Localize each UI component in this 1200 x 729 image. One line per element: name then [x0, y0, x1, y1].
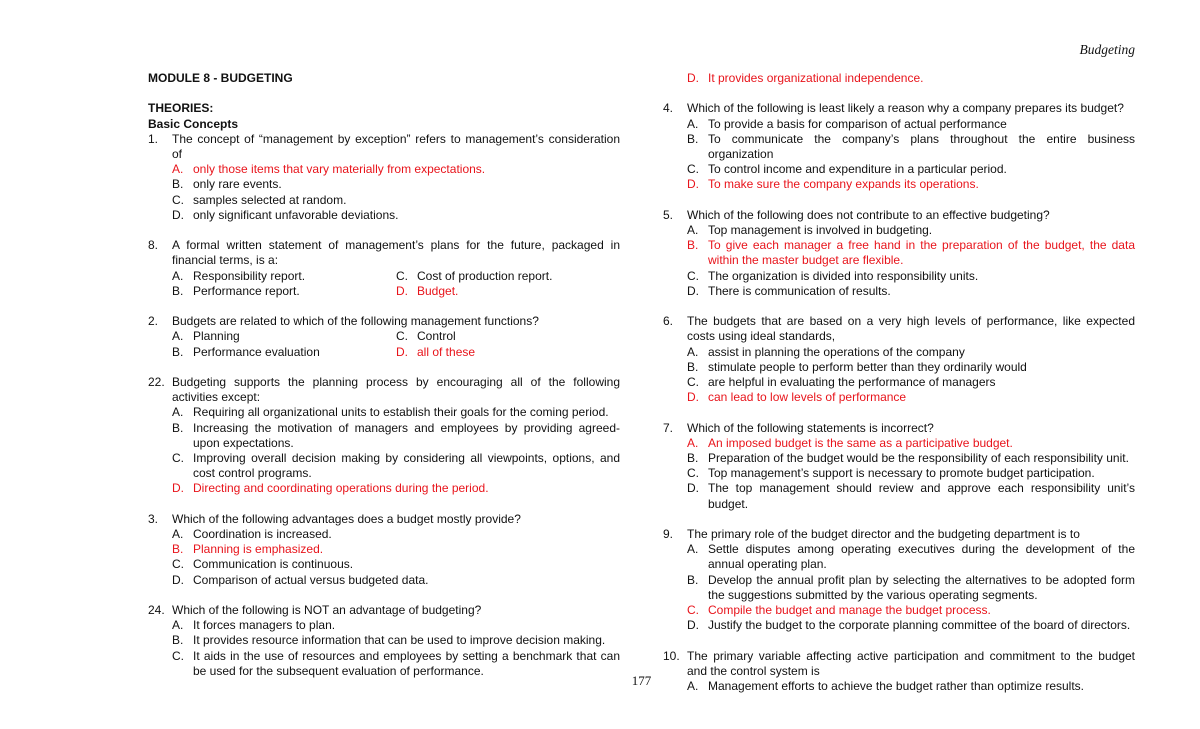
- answer-option-correct: A. An imposed budget is the same as a participative budget.: [687, 435, 1013, 450]
- question-number: 6.: [663, 314, 674, 329]
- answer-option: C. Improving overall decision making by considering all viewpoints, options, and cost control programs.: [172, 451, 620, 481]
- answer-option: C. It aids in the use of resources and employees by setting a benchmark that can be used for the subsequent evaluation of performance.: [172, 648, 620, 678]
- answer-option: B. To communicate the company’s plans throughout the entire business organization: [687, 131, 1135, 161]
- question-9: [663, 527, 1135, 542]
- answer-option-correct: D. Directing and coordinating operations during the period.: [172, 481, 489, 496]
- answer-options-row: [148, 345, 620, 360]
- question-text: Which of the following is least likely a reason why a company prepares its budget?: [687, 101, 1124, 116]
- question-text: Which of the following advantages does a budget mostly provide?: [172, 511, 521, 526]
- answer-option: A. To provide a basis for comparison of actual performance: [687, 116, 1007, 131]
- question-number: 8.: [148, 238, 159, 253]
- answer-options-row: [148, 284, 620, 299]
- question-number: 4.: [663, 101, 674, 116]
- answer-option: D. Comparison of actual versus budgeted data.: [172, 572, 429, 587]
- left-column: [148, 71, 620, 679]
- question-1: [148, 132, 620, 162]
- answer-option: D. There is communication of results.: [687, 283, 891, 298]
- answer-option-correct: B. To give each manager a free hand in the preparation of the budget, the data within the master budget are flexible.: [687, 238, 1135, 268]
- answer-option: D. The top management should review and approve each responsibility unit’s budget.: [687, 481, 1135, 511]
- running-header-title: Budgeting: [1079, 42, 1135, 57]
- answer-option-correct: C. Compile the budget and manage the budget process.: [687, 603, 991, 618]
- question-number: 24.: [148, 603, 165, 618]
- answer-option: D. Justify the budget to the corporate planning committee of the board of directors.: [687, 618, 1131, 633]
- answer-option: C. are helpful in evaluating the performance of managers: [687, 375, 996, 390]
- question-text: The primary role of the budget director and the budgeting department is to: [687, 527, 1080, 542]
- question-text: Which of the following does not contribute to an effective budgeting?: [687, 207, 1050, 222]
- answer-option: C. samples selected at random.: [172, 192, 347, 207]
- answer-option: A. Coordination is increased.: [172, 527, 332, 542]
- answer-option: A. Top management is involved in budgeting.: [687, 223, 933, 237]
- question-7: [663, 421, 1135, 436]
- question-5: [663, 208, 1135, 223]
- question-number: 9.: [663, 527, 674, 542]
- answer-option: C. To control income and expenditure in a particular period.: [687, 162, 1007, 177]
- question-number: 2.: [148, 314, 159, 329]
- answer-option: A. Responsibility report.: [172, 268, 306, 283]
- answer-option: C. Communication is continuous.: [172, 557, 354, 572]
- right-column: [663, 71, 1135, 694]
- question-8: [148, 238, 620, 268]
- answer-option: B. Performance report.: [172, 283, 300, 298]
- answer-option-correct: D. can lead to low levels of performance: [687, 390, 907, 405]
- question-text: Budgeting supports the planning process by encouraging all of the following activities except:: [172, 375, 620, 405]
- question-3: [148, 512, 620, 527]
- question-24: [148, 603, 620, 618]
- question-6: [663, 314, 1135, 344]
- question-number: 5.: [663, 207, 674, 222]
- question-text: The budgets that are based on a very high levels of performance, like expected costs using ideal standards,: [687, 314, 1135, 344]
- answer-option: B. Performance evaluation: [172, 344, 320, 359]
- question-number: 10.: [663, 648, 680, 663]
- answer-option-correct: D. To make sure the company expands its operations.: [687, 177, 979, 192]
- question-text: Budgets are related to which of the following management functions?: [172, 314, 539, 329]
- answer-option: A. Settle disputes among operating executives during the development of the annual operating plan.: [687, 542, 1135, 572]
- question-text: The concept of “management by exception” refers to management’s consideration of: [172, 131, 620, 161]
- answer-option: B. Increasing the motivation of managers and employees by providing agreed-upon expectations.: [172, 420, 620, 450]
- answer-option-correct: B. Planning is emphasized.: [172, 542, 324, 557]
- question-22: [148, 375, 620, 405]
- answer-option: B. It provides resource information that can be used to improve decision making.: [172, 633, 606, 648]
- question-number: 7.: [663, 420, 674, 435]
- theories-heading: THEORIES:: [148, 101, 214, 116]
- answer-option-correct: D. Budget.: [396, 283, 459, 298]
- answer-options-row: [148, 329, 620, 344]
- page-number: 177: [631, 673, 652, 688]
- question-text: The primary variable affecting active participation and commitment to the budget and the control system is: [687, 648, 1135, 678]
- question-number: 22.: [148, 375, 165, 389]
- answer-option: A. Management efforts to achieve the budget rather than optimize results.: [687, 679, 1084, 694]
- module-title: MODULE 8 - BUDGETING: [148, 71, 293, 85]
- answer-option: C. The organization is divided into responsibility units.: [687, 268, 979, 283]
- answer-option: B. only rare events.: [172, 177, 282, 192]
- answer-option: A. It forces managers to plan.: [172, 618, 336, 633]
- question-text: Which of the following statements is incorrect?: [687, 420, 934, 435]
- basic-concepts-heading: Basic Concepts: [148, 116, 239, 131]
- answer-option: C. Top management’s support is necessary to promote budget participation.: [687, 466, 1095, 481]
- answer-option: B. Develop the annual profit plan by selecting the alternatives to be adopted form the suggestions submitted by the various operating segments.: [687, 572, 1135, 602]
- answer-option: D. only significant unfavorable deviations.: [172, 207, 399, 222]
- answer-option-correct: D. all of these: [396, 344, 476, 359]
- question-4: [663, 101, 1135, 116]
- answer-option: A. Planning: [172, 329, 240, 344]
- answer-option: C. Control: [396, 329, 456, 344]
- question-number: 3.: [148, 511, 159, 526]
- answer-option: A. assist in planning the operations of the company: [687, 344, 965, 359]
- answer-option: B. stimulate people to perform better than they ordinarily would: [687, 359, 1027, 374]
- answer-option-correct: A. only those items that vary materially from expectations.: [172, 162, 486, 177]
- question-text: A formal written statement of management’s plans for the future, packaged in financial terms, is a:: [172, 238, 620, 268]
- answer-option: C. Cost of production report.: [396, 268, 553, 283]
- question-2: [148, 314, 620, 329]
- answer-option: A. Requiring all organizational units to establish their goals for the coming period.: [172, 405, 609, 420]
- answer-option: B. Preparation of the budget would be the responsibility of each responsibility unit.: [687, 451, 1129, 466]
- answer-options-row: [148, 269, 620, 284]
- answer-option-correct: D. It provides organizational independence.: [687, 71, 924, 85]
- question-number: 1.: [148, 131, 159, 146]
- question-text: Which of the following is NOT an advantage of budgeting?: [172, 603, 482, 618]
